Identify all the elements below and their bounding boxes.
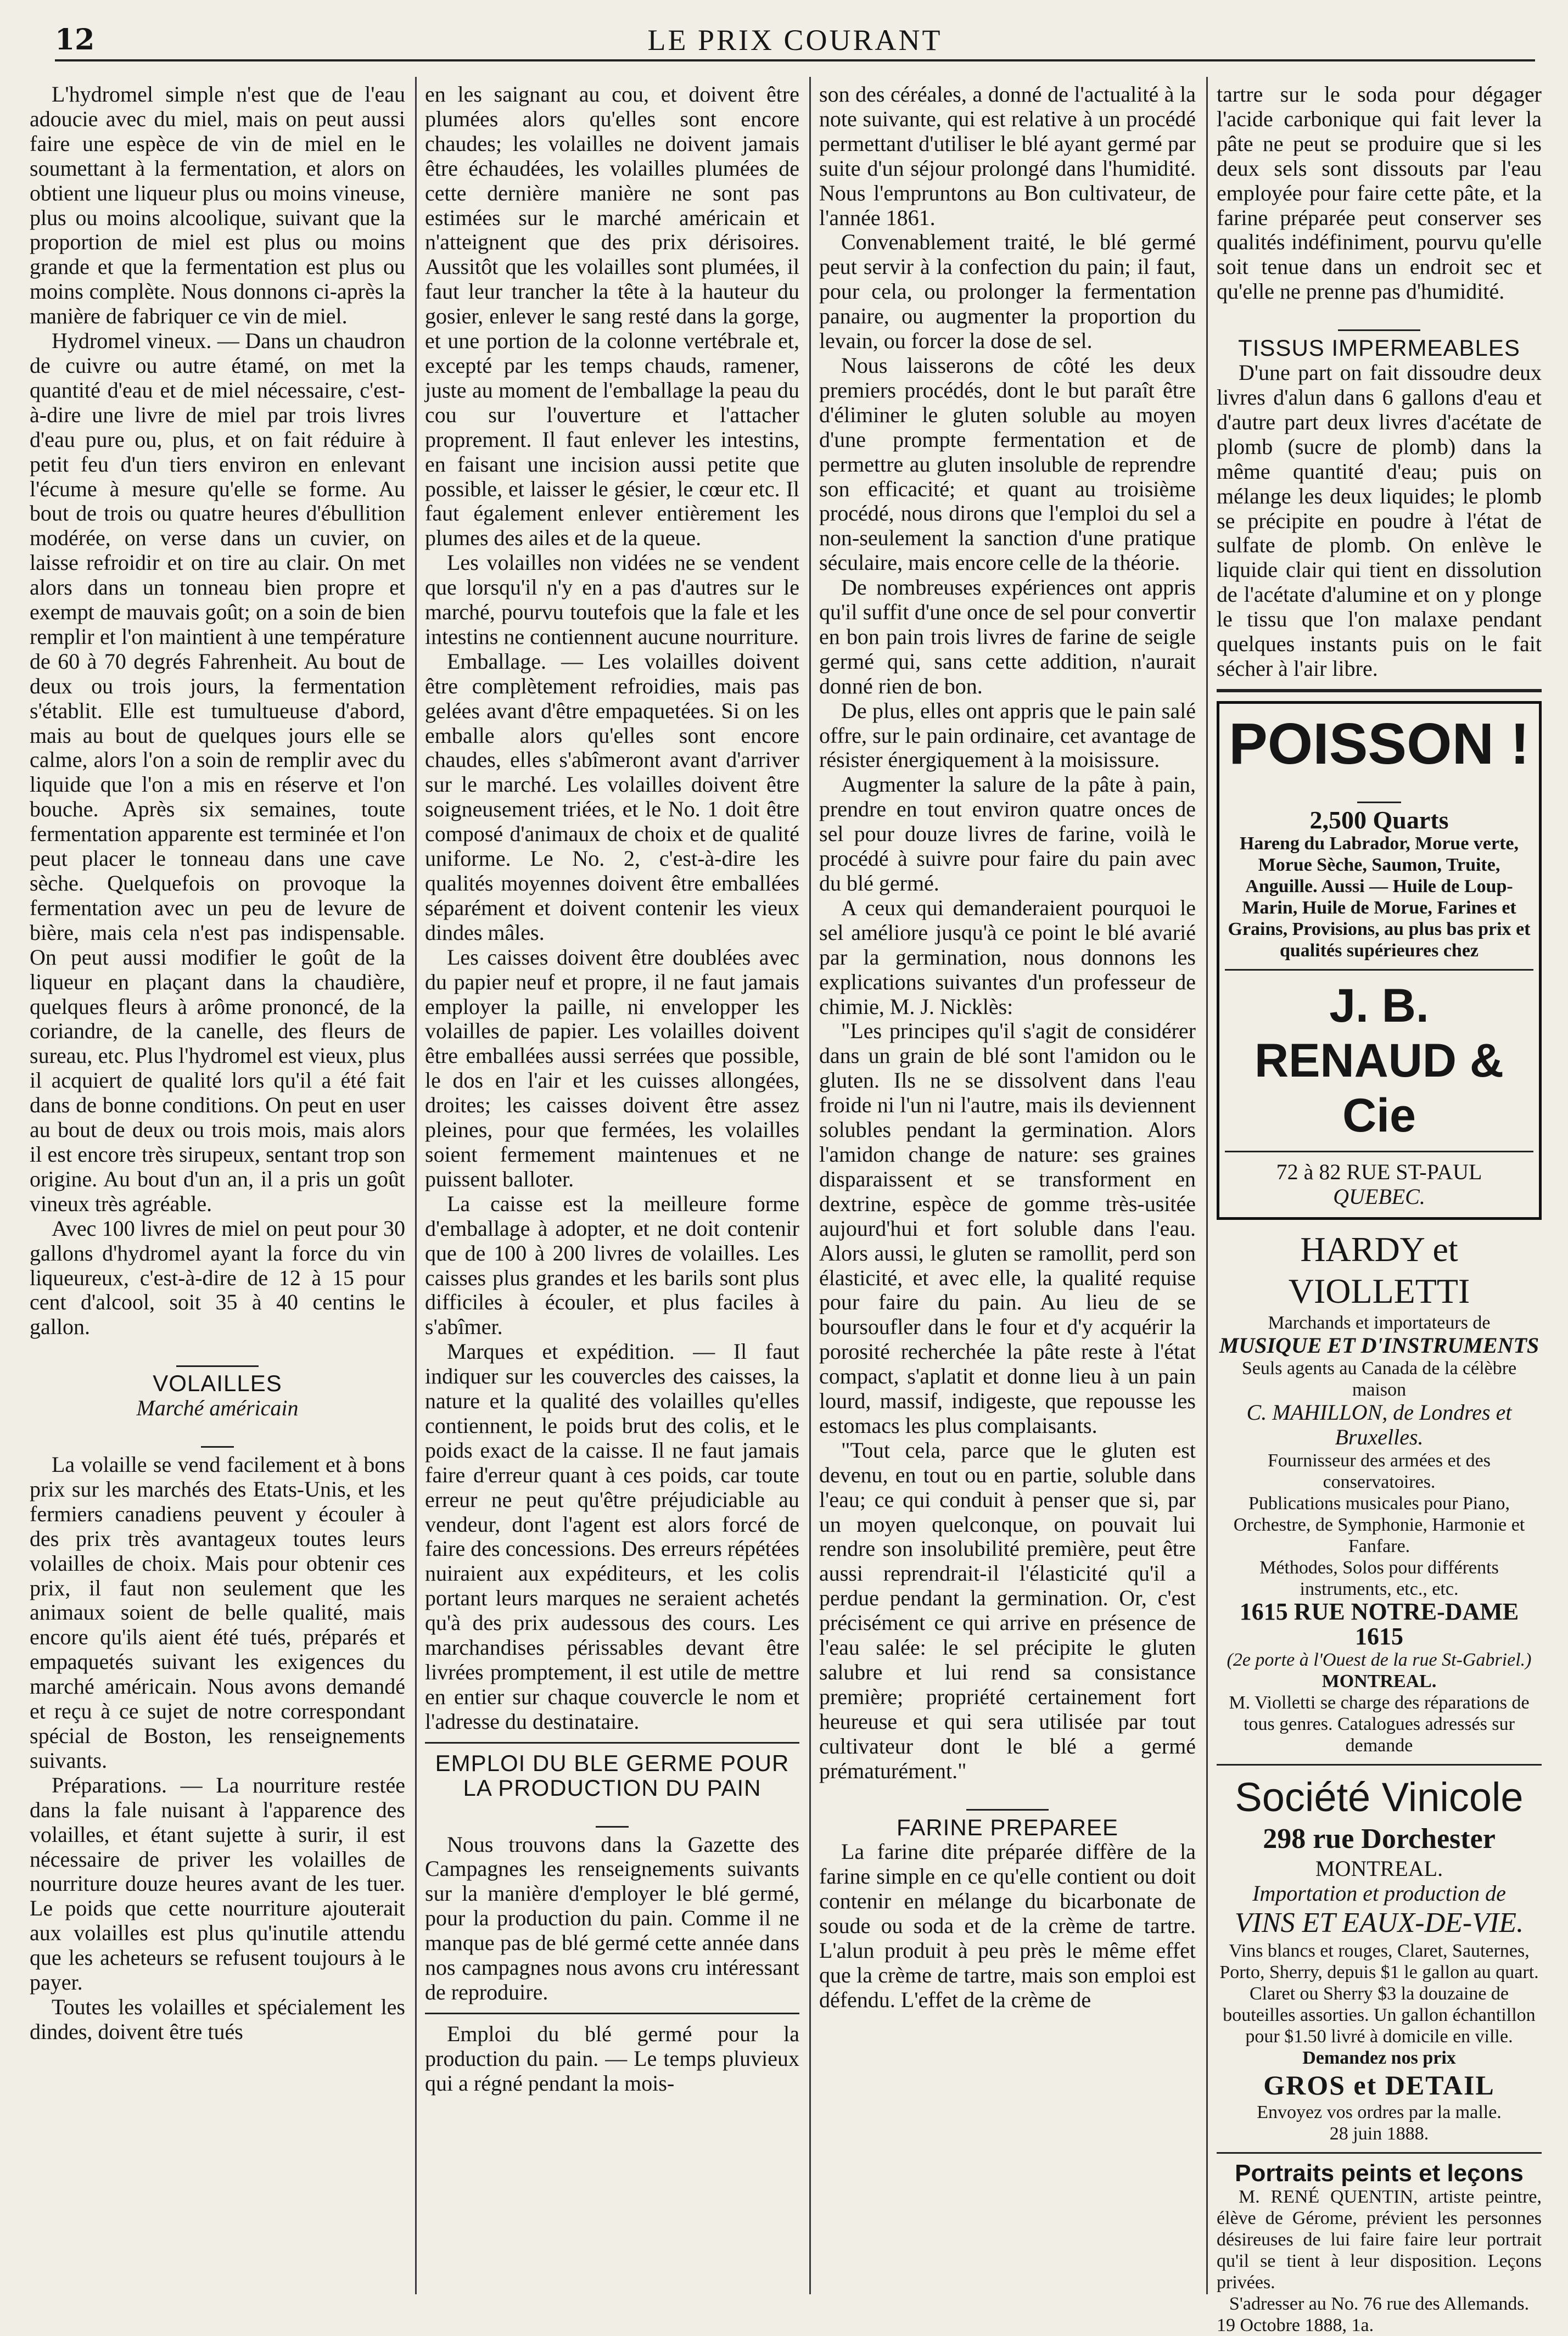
advertisement-societe-vinicole <box>1217 1773 1542 2144</box>
section-divider <box>1217 2152 1542 2154</box>
ad-address: S'adresser au No. 76 rue des Allemands. <box>1229 2293 1530 2314</box>
ornament-divider <box>819 1796 1196 1803</box>
ad-divider <box>1225 969 1533 971</box>
ad-line: C. MAHILLON, de Londres et Bruxelles. <box>1246 1400 1512 1450</box>
column-3 <box>811 82 1203 2294</box>
ornament-divider <box>425 1813 799 1820</box>
ornament-divider <box>1217 316 1542 324</box>
ad-quantity: 2,500 Quarts <box>1309 805 1449 834</box>
ad-body: Hareng du Labrador, Morue verte, Morue Sèche, Saumon, Truite, Anguille. Aussi — Huile de Loup-Marin, Huile de Morue, Farines et Grains, Provisions, au plus bas prix et qualités supérieures chez <box>1228 833 1531 961</box>
ornament-divider <box>30 1352 405 1359</box>
ad-body: M. RENÉ QUENTIN, artiste peintre, élève de Gérome, prévient les personnes désireuses de lui faire faire leur portrait qu'il se tient à leur disposition. Leçons privées. <box>1217 2186 1542 2293</box>
ad-line: Seuls agents au Canada de la célèbre maison <box>1241 1358 1517 1401</box>
article-paragraph: De plus, elles ont appris que le pain salé offre, sur le pain ordinaire, cet avantage de résister énergiquement à la moisissure. <box>819 698 1196 772</box>
ad-line: Méthodes, Solos pour différents instruments, etc., etc. <box>1259 1558 1499 1600</box>
ad-line: VINS ET EAUX-DE-VIE. <box>1234 1907 1524 1939</box>
ad-firm: J. B. RENAUD & Cie <box>1255 979 1504 1142</box>
ad-city: QUEBEC. <box>1333 1184 1425 1209</box>
ad-title: HARDY et VIOLLETTI <box>1288 1229 1470 1310</box>
article-paragraph: Convenablement traité, le blé germé peut servir à la confection du pain; il faut, pour cela, ou prolonger la fermentation panaire, ou augmenter la proportion du levain, ou forcer la dose de sel. <box>819 229 1196 354</box>
section-heading-tissus: TISSUS IMPERMEABLES <box>1238 335 1520 361</box>
ad-divider <box>1225 1151 1533 1152</box>
section-subheading: Marché américain <box>136 1396 299 1421</box>
section-heading-volailles: VOLAILLES <box>153 1370 282 1397</box>
article-paragraph: Préparations. — La nourriture restée dans la fale nuisant à l'apparence des volailles, et étant sujette à surir, il est nécessaire de priver les volailles de nourriture douze heures avant de les tuer. Le poids que cette nourriture ajouterait aux volailles est plus qu'inutile attendu que les acheteurs se refusent toujours à le payer. <box>30 1772 405 1995</box>
ad-line: Fournisseur des armées et des conservatoires. <box>1267 1450 1491 1493</box>
ad-city: MONTREAL. <box>1315 1856 1443 1881</box>
column-rule <box>415 77 417 2294</box>
ad-address: 72 à 82 RUE ST-PAUL <box>1276 1159 1482 1184</box>
section-divider <box>425 1742 799 1744</box>
column-4 <box>1209 82 1549 2335</box>
ad-line: Marchands et importateurs de <box>1268 1312 1491 1333</box>
ad-line: GROS et DETAIL <box>1263 2069 1495 2100</box>
section-divider <box>1217 1764 1542 1766</box>
article-paragraph: La caisse est la meilleure forme d'emballage à adopter, et ne doit contenir que de 100 à 200 livres de volailles. Les caisses plus grandes et les barils sont plus difficiles à écouler, et plus faciles à s'abîmer. <box>425 1191 799 1340</box>
page-header <box>55 21 1535 61</box>
ornament-divider <box>30 1433 405 1441</box>
ad-line: Importation et production de <box>1252 1881 1506 1906</box>
section-divider <box>425 2013 799 2014</box>
ad-line: M. Violletti se charge des réparations de tous genres. Catalogues adressés sur demande <box>1229 1693 1530 1756</box>
ad-address: 1615 RUE NOTRE-DAME 1615 <box>1239 1598 1519 1650</box>
article-paragraph: Toutes les volailles et spécialement les dindes, doivent être tués <box>30 1994 405 2044</box>
ad-city: MONTREAL. <box>1321 1671 1437 1692</box>
ad-line: Vins blancs et rouges, Claret, Sauternes, Porto, Sherry, depuis $1 le gallon au quart. Claret ou Sherry $3 la douzaine de bouteilles assorties. Un gallon échantillon pour $1.50 livré à domicile en ville. <box>1219 1940 1539 2047</box>
ad-line: (2e porte à l'Ouest de la rue St-Gabriel.) <box>1227 1650 1532 1671</box>
ad-line: Publications musicales pour Piano, Orchestre, de Symphonie, Harmonie et Fanfare. <box>1233 1493 1525 1557</box>
ad-line: MUSIQUE ET D'INSTRUMENTS <box>1219 1332 1539 1358</box>
article-paragraph: De nombreuses expériences ont appris qu'il suffit d'une once de sel pour convertir en bon pain trois livres de farine de seigle germé qui, sans cette addition, n'aurait donné rien de bon. <box>819 575 1196 698</box>
ad-date: 28 juin 1888. <box>1329 2123 1429 2144</box>
article-paragraph: La farine dite préparée diffère de la farine simple en ce qu'elle contient ou doit contenir en mélange du bicarbonate de soude ou soda et de la crème de tartre. L'alun produit à peu près le même effet que la crème de tartre, mais son emploi est défendu. L'effet de la crème de <box>819 1839 1196 2012</box>
article-paragraph: A ceux qui demanderaient pourquoi le sel améliore jusqu'à ce point le blé avarié par la germination, nous donnons les explications suivantes d'un professeur de chimie, M. J. Nicklès: <box>819 895 1196 1019</box>
column-1 <box>22 82 413 2294</box>
article-paragraph: "Tout cela, parce que le gluten est devenu, en tout ou en partie, soluble dans l'eau; ce qui conduit à penser que si, par un moyen quelconque, on pouvait lui rendre son insolubilité première, peut être aussi reprendrait-il l'élasticité qu'il a perdue pendant la germination. Or, c'est précisément ce qui arrive en présence de l'eau salée: le sel précipite le gluten salubre et lui rend sa consistance première; propriété certainement fort heureuse et qui sera utilisée par tout cultivateur dont le blé a germé prématurément." <box>819 1437 1196 1783</box>
section-divider <box>1217 689 1542 692</box>
article-paragraph: Les caisses doivent être doublées avec du papier neuf et propre, il ne faut jamais employer la paille, ni envelopper les volailles de papier. Les volailles doivent être emballées aussi serrées que possible, le dos en l'air et les cuisses allongées, droites; les caisses doivent être assez pleines, pour que fermées, les volailles soient fermement maintenues et ne puissent balloter. <box>425 944 799 1191</box>
article-paragraph: Avec 100 livres de miel on peut pour 30 gallons d'hydromel ayant la force du vin liqueureux, c'est-à-dire de 12 à 15 pour cent d'alcool, soit 35 à 40 centins le gallon. <box>30 1215 405 1340</box>
section-heading-farine-preparee: FARINE PREPAREE <box>897 1814 1118 1840</box>
article-paragraph: "Les principes qu'il s'agit de considérer dans un grain de blé sont l'amidon ou le gluten. Ils ne se dissolvent dans l'eau froide ni l'un ni l'autre, mais ils deviennent solubles pendant la germination. Alors l'amidon change de nature: ses graines disparaissent et se transforment en dextrine, espèce de gomme très-usitée aujourd'hui et fort soluble dans l'eau. Alors aussi, le gluten se ramollit, perd son élasticité, et avec elle, la qualité requise pour faire du pain. Au lieu de se boursoufler dans le four et d'y acquérir la porosité recherchée la pâte reste à l'état compact, s'aplatit et donne lieu à un pain lourd, massif, indigeste, que repousse les estomacs les plus complaisants. <box>819 1018 1196 1438</box>
article-paragraph: L'hydromel simple n'est que de l'eau adoucie avec du miel, mais on peut aussi faire une espèce de vin de miel en le soumettant à la fermentation, et alors on obtient une liqueur plus ou moins vineuse, plus ou moins alcoolique, suivant que la proportion de miel est plus ou moins grande et que la fermentation est plus ou moins complète. Nous donnons ci-après la manière de fabriquer ce vin de miel. <box>30 82 405 329</box>
section-heading-emploi-ble-germe: EMPLOI DU BLE GERME POUR LA PRODUCTION DU PAIN <box>435 1750 789 1801</box>
article-paragraph: Nous trouvons dans la Gazette des Campagnes les renseignements suivants sur la manière d'employer le blé germé, pour la production du pain. Comme il ne manque pas de blé germé cette année dans nos campagnes nous avons cru intéressant de reproduire. <box>425 1831 799 2004</box>
article-paragraph: Nous laisserons de côté les deux premiers procédés, dont le but paraît être d'éliminer le gluten soluble au moyen d'une prompte fermentation et de permettre au gluten insoluble de reprendre son efficacité; et quant au troisième procédé, nous dirons que l'emploi du sel a non-seulement la sanction d'une pratique séculaire, mais encore celle de la théorie. <box>819 352 1196 575</box>
column-rule <box>1206 77 1208 2294</box>
article-paragraph: son des céréales, a donné de l'actualité à la note suivante, qui est relative à un procédé permettant d'utiliser le blé ayant germé par suite d'un séjour prolongé dans l'humidité. Nous l'empruntons au Bon cultivateur, de l'année 1861. <box>819 82 1196 230</box>
column-rule <box>809 77 811 2294</box>
ad-title: Société Vinicole <box>1235 1774 1524 1820</box>
ad-line: Demandez nos prix <box>1302 2047 1456 2068</box>
article-paragraph: Emballage. — Les volailles doivent être complètement refroidies, mais pas gelées avant d'être empaquetées. Si on les emballe alors qu'elles sont encore chaudes, elles s'abîmeront avant d'arriver sur le marché. Les volailles doivent être soigneusement triées, et le No. 1 doit être composé d'animaux de choix et de qualité uniforme. Le No. 2, c'est-à-dire les qualités moyennes doivent être emballées séparément et doivent contenir les vieux dindes mâles. <box>425 648 799 945</box>
article-paragraph: Augmenter la salure de la pâte à pain, prendre en tout environ quatre onces de sel pour douze livres de farine, voilà le procédé à suivre pour faire du pain avec du blé germé. <box>819 772 1196 895</box>
article-paragraph: en les saignant au cou, et doivent être plumées alors qu'elles sont encore chaudes; les volailles ne doivent jamais être échaudées, les volailles plumées de cette dernière manière ne sont pas estimées sur le marché américain et n'atteignent que des prix dérisoires. Aussitôt que les volailles sont plumées, il faut leur trancher la tête à la hauteur du gosier, enlever le sang resté dans la gorge, et une portion de la colonne vertébrale et, excepté par les temps chauds, ramener, juste au moment de l'emballage la peau du cou sur l'ouverture et l'attacher proprement. Il faut enlever les intestins, en faisant une incision aussi petite que possible, et laisser le gésier, le cœur etc. Il faut également enlever entièrement les plumes des ailes et de la queue. <box>425 82 799 551</box>
ad-title: POISSON ! <box>1229 711 1530 776</box>
article-paragraph: Hydromel vineux. — Dans un chaudron de cuivre ou autre étamé, on met la quantité d'eau et de miel nécessaire, c'est-à-dire une livre de miel par trois livres d'eau pure ou, plus, et on fait réduire à petit feu d'un tiers environ en enlevant l'écume à mesure qu'elle se forme. Au bout de trois ou quatre heures d'ébullition modérée, on verse dans un cuvier, on laisse refroidir et on tire au clair. On met alors dans un tonneau bien propre et exempt de mauvais goût; on a soin de bien remplir et l'on maintient à une température de 60 à 70 degrés Fahrenheit. Au bout de deux ou trois jours, la fermentation s'établit. Elle est tumultueuse d'abord, mais au bout de quelques jours elle se calme, alors l'on a soin de remplir avec du liquide que l'on a mis en réserve et l'on bouche. Après six semaines, toute fermentation apparente est terminée et l'on peut placer le tonneau dans une cave sèche. Quelquefois on provoque la fermentation avec un peu de levure de bière, mais cela n'est pas indispensable. On peut aussi modifier le goût de la liqueur en plaçant dans la chaudière, quelques fleurs à arôme prononcé, de la coriandre, de la canelle, des fleurs de sureau, etc. Plus l'hydromel est vieux, plus il acquiert de qualité lors qu'il a été fait dans de bonne conditions. On peut en user au bout de deux ou trois mois, mais alors il est encore très sirupeux, sentant trop son origine. Au bout d'un an, il a pris un goût vineux très agréable. <box>30 328 405 1216</box>
article-paragraph: Les volailles non vidées ne se vendent que lorsqu'il n'y en a pas d'autres sur le marché, pourvu toutefois que la fale et les intestins ne contiennent aucune nourriture. <box>425 550 799 649</box>
column-2 <box>417 82 807 2294</box>
ornament-divider <box>1225 788 1533 796</box>
article-paragraph: Marques et expédition. — Il faut indiquer sur les couvercles des caisses, la nature et la qualité des volailles qu'elles contiennent, le poids brut des colis, et le poids exact de la caisse. Il ne faut jamais faire d'erreur quant à ces poids, car toute erreur ne peut qu'être préjudiciable au vendeur, dont l'agent est alors forcé de faire des concessions. Des erreurs répétées nuiraient aux expéditeurs, et les colis portant leurs marques ne seraient achetés qu'à des prix audessous des cours. Les marchandises périssables devant être livrées promptement, il est utile de mettre en entier sur chaque couvercle le nom et l'adresse du destinataire. <box>425 1339 799 1734</box>
ad-date: 19 Octobre 1888, 1a. <box>1217 2315 1374 2335</box>
advertisement-poisson <box>1217 701 1542 1220</box>
article-paragraph: La volaille se vend facilement et à bons prix sur les marchés des Etats-Unis, et les fermiers canadiens peuvent y écouler à des prix très avantageux toutes leurs volailles de choix. Mais pour obtenir ces prix, il faut non seulement que les animaux soient de belle qualité, mais encore qu'ils aient été tués, préparés et empaquetés suivant les exigences du marché américain. Nous avons demandé et reçu à ce sujet de notre correspondant spécial de Boston, les renseignements suivants. <box>30 1452 405 1773</box>
ad-title: Portraits peints et leçons <box>1235 2159 1524 2187</box>
article-paragraph: tartre sur le soda pour dégager l'acide carbonique qui fait lever la pâte ne peut se produire que si les deux sels sont dissouts par l'eau employée pour faire cette pâte, et la farine préparée peut conserver ses qualités indéfiniment, pourvu qu'elle soit tenue dans un endroit sec et qu'elle ne prenne pas d'humidité. <box>1217 82 1542 304</box>
article-paragraph: D'une part on fait dissoudre deux livres d'alun dans 6 gallons d'eau et d'autre part deux livres d'acétate de plomb (sucre de plomb) dans la même quantité d'eau; puis on mélange les deux liquides; le plomb se précipite en poudre à l'état de sulfate de plomb. On enlève le liquide clair qui tient en dissolution de l'acétate d'alumine et on y plonge le tissu que l'on malaxe pendant quelques instants puis on le fait sécher à l'air libre. <box>1217 360 1542 681</box>
advertisement-hardy-violletti <box>1217 1229 1542 1757</box>
newspaper-title: LE PRIX COURANT <box>647 24 943 57</box>
ad-line: Envoyez vos ordres par la malle. <box>1257 2102 1502 2122</box>
article-paragraph: Emploi du blé germé pour la production du pain. — Le temps pluvieux qui a régné pendant la mois- <box>425 2021 799 2096</box>
ad-address: 298 rue Dorchester <box>1263 1823 1496 1855</box>
page-number: 12 <box>55 23 95 57</box>
advertisement-portraits <box>1217 2161 1542 2336</box>
